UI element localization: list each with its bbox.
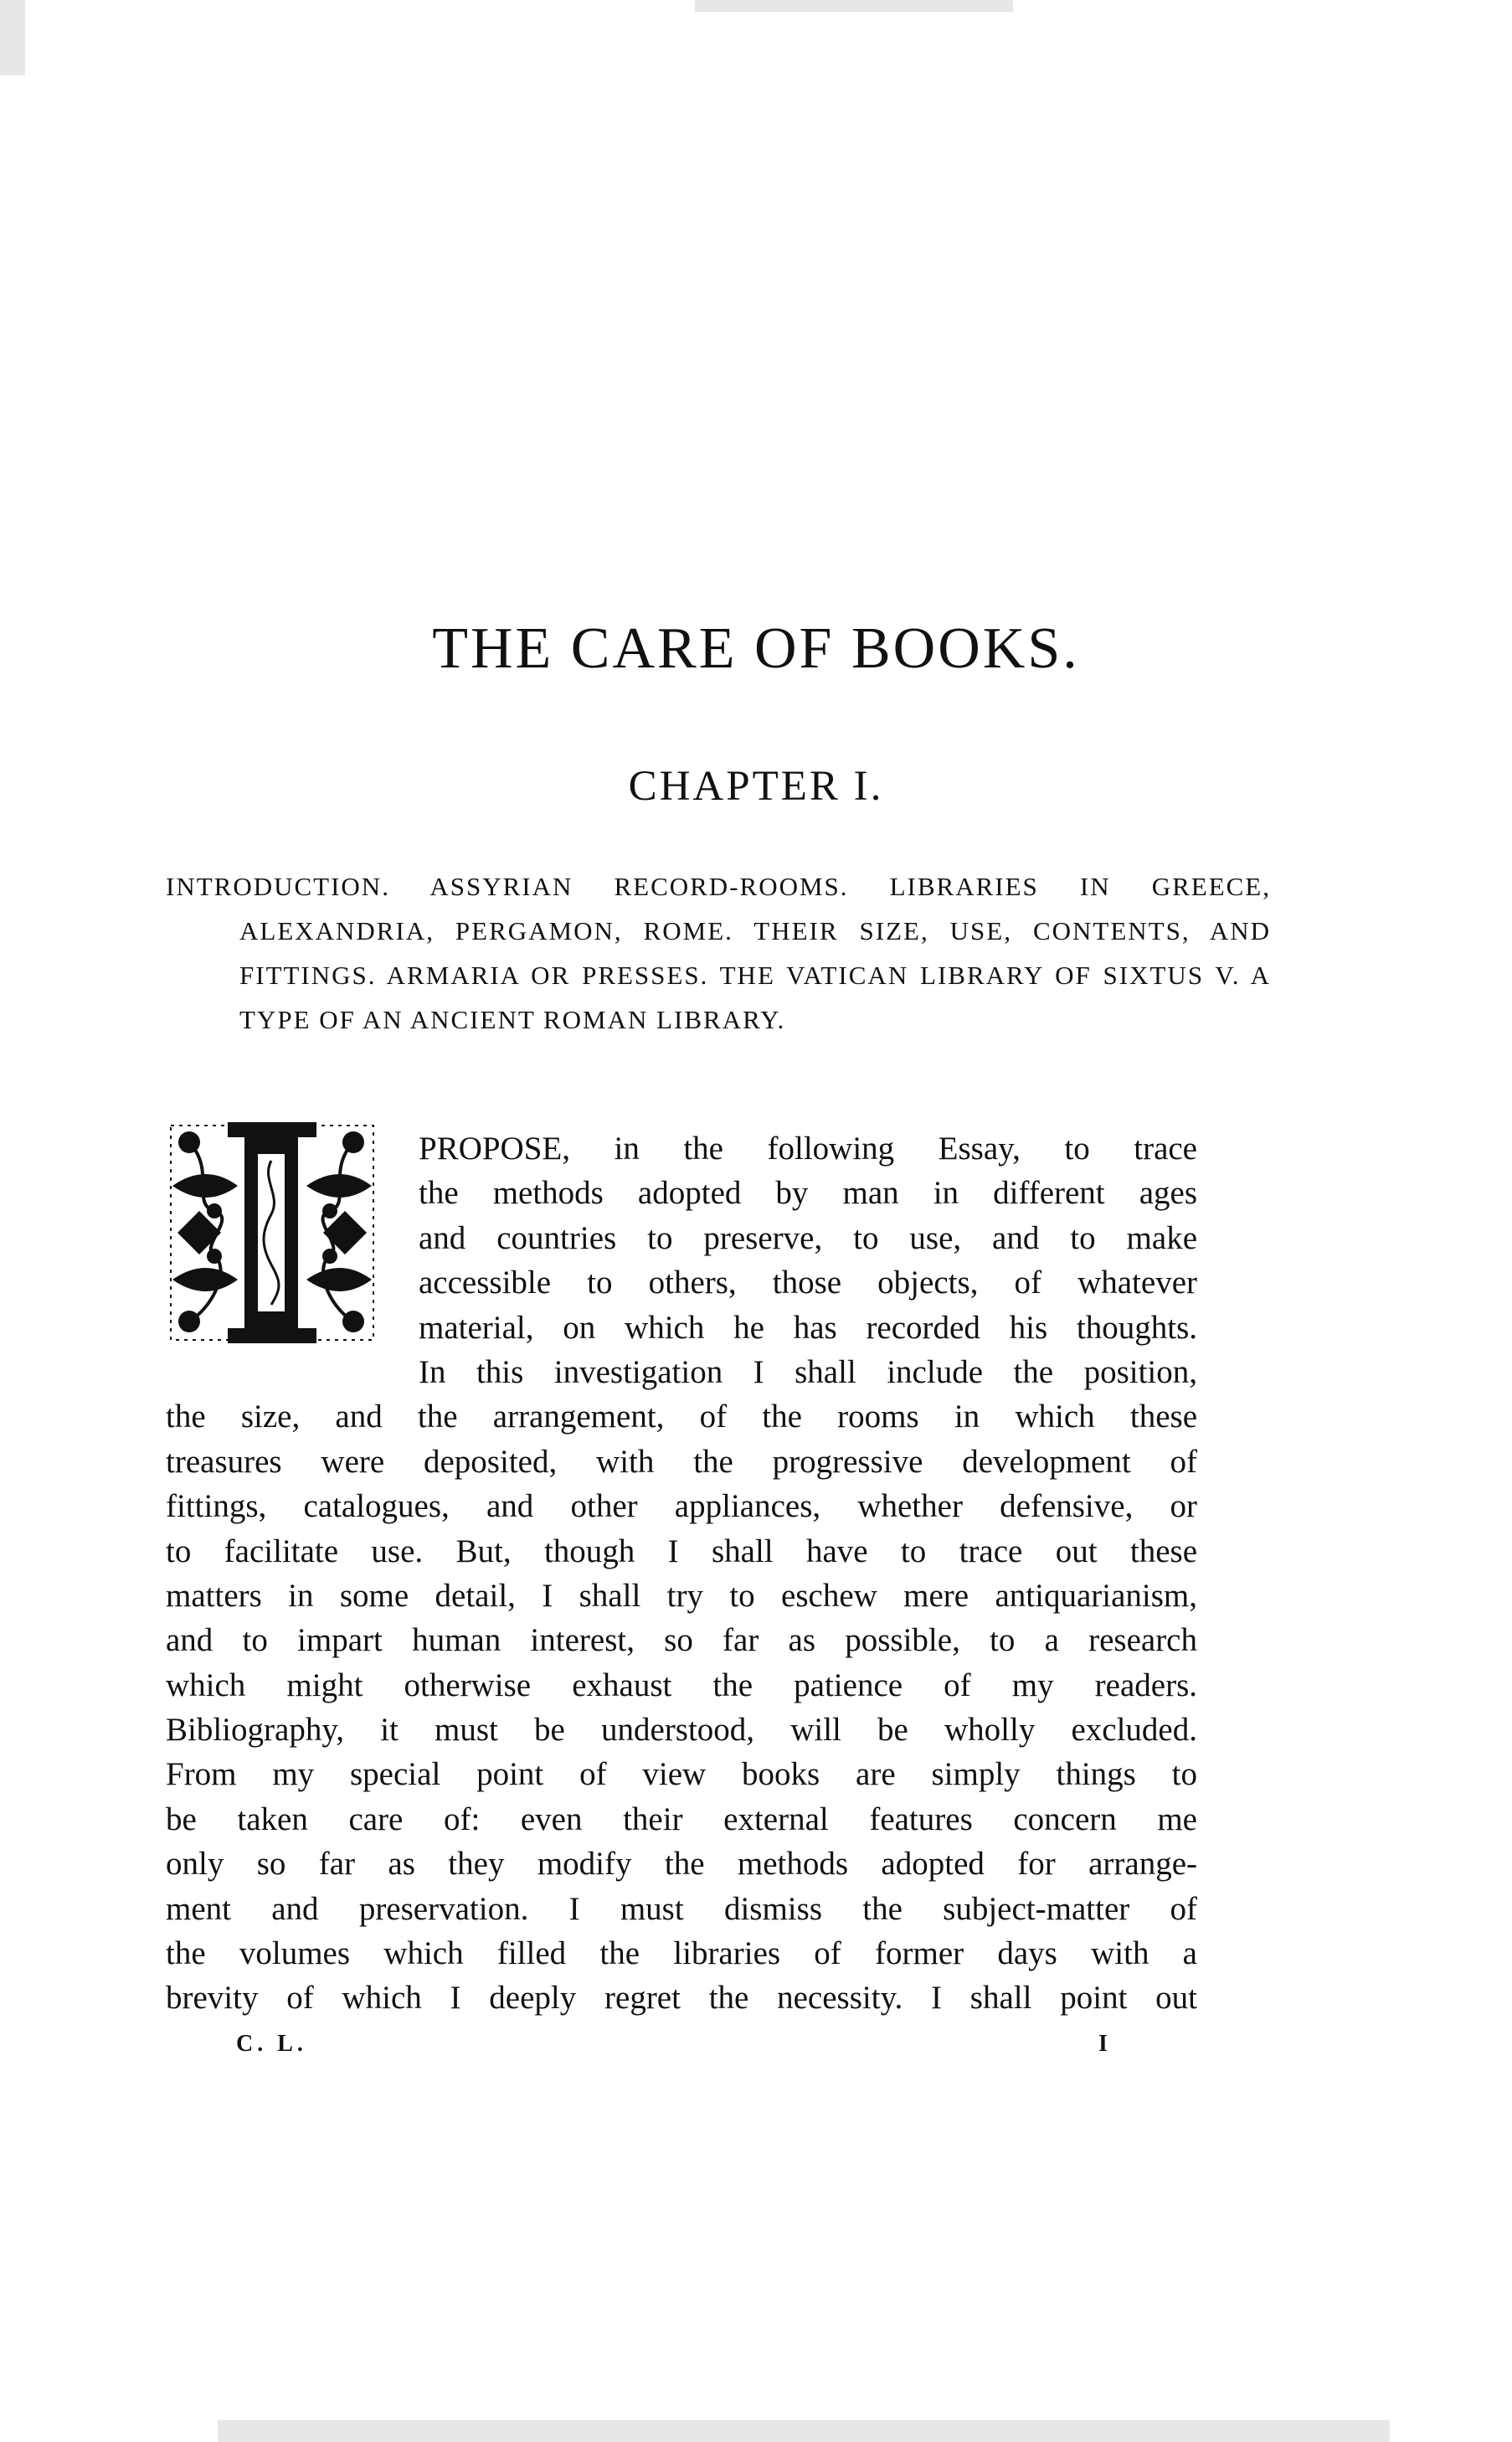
signature-number: I: [1098, 2031, 1108, 2057]
scan-smudge-left: [0, 0, 25, 75]
signature-mark: C. L.: [236, 2031, 307, 2057]
body-line: From my special point of view books are simply things to: [166, 1756, 1197, 1793]
body-line: treasures were deposited, with the progressive development of: [166, 1443, 1197, 1480]
body-line: accessible to others, those objects, of whatever: [419, 1265, 1197, 1301]
body-paragraph: [166, 1126, 1197, 2021]
chapter-synopsis: INTRODUCTION. ASSYRIAN RECORD-ROOMS. LIBRARIES IN GREECE, ALEXANDRIA, PERGAMON, ROME. THEIR SIZE, USE, CONTENTS, AND FITTINGS. ARMARIA OR PRESSES. THE VATICAN LIBRARY OF SIXTUS V. A TYPE OF AN ANCIENT ROMAN LIBRARY.: [166, 872, 1271, 1034]
chapter-heading: CHAPTER I.: [628, 763, 884, 810]
body-line: brevity of which I deeply regret the necessity. I shall point out: [166, 1980, 1197, 2017]
body-line: fittings, catalogues, and other appliances, whether defensive, or: [166, 1488, 1197, 1525]
body-line: the methods adopted by man in different ages: [419, 1175, 1197, 1212]
body-line: and to impart human interest, so far as possible, to a research: [166, 1622, 1197, 1659]
body-line: be taken care of: even their external features concern me: [166, 1801, 1197, 1837]
body-line: Bibliography, it must be understood, will be wholly excluded.: [166, 1712, 1197, 1749]
body-line: and countries to preserve, to use, and to make: [419, 1219, 1197, 1256]
body-line: ment and preservation. I must dismiss the subject-matter of: [166, 1890, 1197, 1927]
body-line: matters in some detail, I shall try to eschew mere antiquarianism,: [166, 1577, 1197, 1614]
body-line: the volumes which filled the libraries of former days with a: [166, 1935, 1197, 1972]
body-line: only so far as they modify the methods adopted for arrange-: [166, 1846, 1197, 1883]
body-line: PROPOSE, in the following Essay, to trace: [419, 1131, 1197, 1167]
scan-smudge-top: [695, 0, 1013, 12]
body-line: to facilitate use. But, though I shall have to trace out these: [166, 1533, 1197, 1569]
book-title: THE CARE OF BOOKS.: [432, 616, 1080, 681]
body-line: the size, and the arrangement, of the rooms in which these: [166, 1399, 1197, 1435]
body-line: In this investigation I shall include the position,: [419, 1353, 1197, 1390]
body-line: which might otherwise exhaust the patience of my readers.: [166, 1667, 1197, 1703]
body-line: material, on which he has recorded his thoughts.: [419, 1309, 1197, 1346]
scan-smudge-bottom: [218, 2420, 1390, 2442]
